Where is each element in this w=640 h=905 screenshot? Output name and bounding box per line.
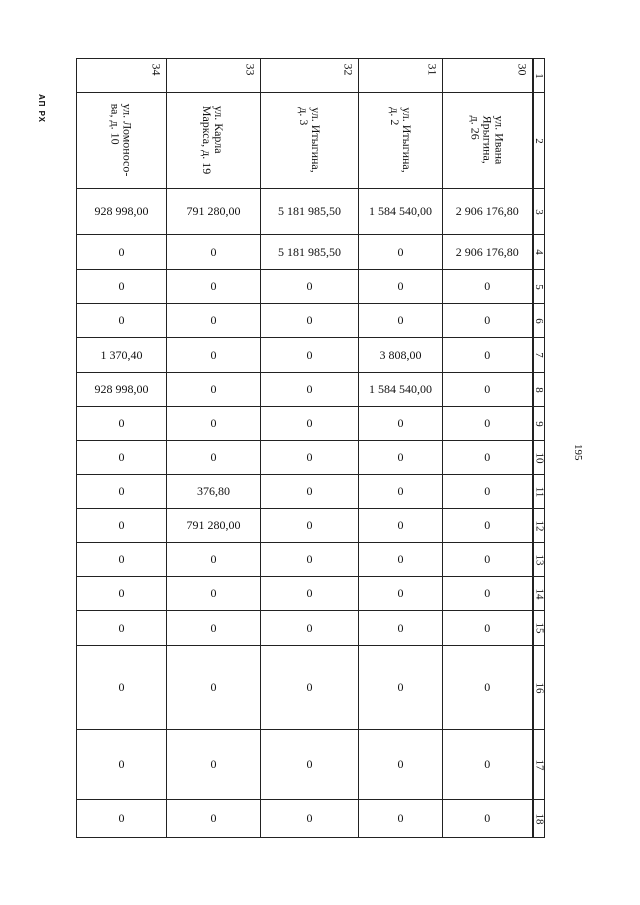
column-index: 31 — [425, 63, 440, 76]
cell-value: 0 — [210, 416, 217, 430]
value-cell — [443, 577, 533, 611]
cell-value: 791 280,00 — [186, 518, 241, 532]
value-cell — [261, 800, 359, 838]
cell-value: 1 370,40 — [100, 347, 143, 362]
cell-value: 0 — [306, 811, 313, 825]
value-cell — [261, 646, 359, 730]
value-cell — [443, 338, 533, 373]
cell-value: 0 — [210, 244, 217, 259]
address-text: ул. Итыгина, д. 2 — [387, 106, 414, 173]
value-cell — [443, 730, 533, 800]
value-cell — [77, 189, 167, 235]
cell-value: 0 — [210, 680, 217, 694]
value-cell — [261, 304, 359, 338]
value-cell — [77, 235, 167, 270]
value-cell — [261, 373, 359, 407]
cell-value: 0 — [397, 244, 404, 259]
cell-value: 0 — [484, 680, 491, 694]
value-cell — [167, 646, 261, 730]
cell-value: 0 — [118, 244, 125, 259]
value-cell — [359, 646, 443, 730]
value-cell — [261, 543, 359, 577]
cell-value: 0 — [210, 450, 217, 464]
value-cell — [167, 270, 261, 304]
row-number-cell — [533, 59, 545, 93]
cell-value: 5 181 985,50 — [278, 244, 341, 259]
cell-value: 0 — [118, 518, 125, 532]
value-cell — [77, 800, 167, 838]
cell-value: 0 — [484, 347, 491, 362]
cell-value: 0 — [118, 279, 125, 293]
row-number-cell — [533, 441, 545, 475]
value-cell — [77, 730, 167, 800]
cell-value: 0 — [118, 450, 125, 464]
value-cell — [167, 611, 261, 646]
cell-value: 0 — [397, 586, 404, 600]
value-cell — [167, 475, 261, 509]
value-cell — [77, 475, 167, 509]
cell-value: 0 — [306, 757, 313, 771]
value-cell — [443, 304, 533, 338]
value-cell — [359, 800, 443, 838]
table-row — [77, 373, 545, 407]
value-cell — [261, 407, 359, 441]
table-row — [77, 646, 545, 730]
address-cell — [359, 93, 443, 189]
table-row — [77, 235, 545, 270]
cell-value: 3 808,00 — [379, 347, 422, 362]
cell-value: 0 — [484, 382, 491, 396]
value-cell — [359, 270, 443, 304]
cell-value: 0 — [306, 552, 313, 566]
cell-value: 0 — [306, 484, 313, 498]
cell-value: 928 998,00 — [94, 382, 149, 396]
address-text: ул. Ивана Ярыгина, д. 26 — [468, 115, 507, 164]
cell-value: 0 — [210, 586, 217, 600]
value-cell — [77, 577, 167, 611]
column-index-cell — [443, 59, 533, 93]
table-row — [77, 611, 545, 646]
cell-value: 0 — [484, 811, 491, 825]
cell-value: 0 — [210, 811, 217, 825]
row-number: 13 — [533, 554, 545, 565]
cell-value: 0 — [118, 757, 125, 771]
cell-value: 0 — [306, 586, 313, 600]
row-number: 1 — [532, 72, 545, 79]
column-index-cell — [359, 59, 443, 93]
value-cell — [77, 407, 167, 441]
value-cell — [167, 543, 261, 577]
value-cell — [77, 270, 167, 304]
cell-value: 0 — [210, 382, 217, 396]
value-cell — [167, 235, 261, 270]
value-cell — [443, 800, 533, 838]
table-row — [77, 441, 545, 475]
cell-value: 2 906 176,80 — [455, 204, 519, 218]
archive-stamp-label: АП РХ — [37, 94, 46, 124]
cell-value: 0 — [397, 552, 404, 566]
cell-value: 0 — [484, 450, 491, 464]
table-row — [77, 730, 545, 800]
table-row — [77, 543, 545, 577]
column-index: 30 — [515, 63, 529, 76]
row-number-cell — [533, 235, 545, 270]
value-cell — [261, 235, 359, 270]
cell-value: 0 — [306, 620, 313, 635]
cell-value: 0 — [118, 313, 125, 327]
cell-value: 0 — [397, 680, 404, 694]
value-cell — [359, 509, 443, 543]
header-address-row — [77, 93, 545, 189]
value-cell — [167, 800, 261, 838]
cell-value: 0 — [397, 313, 404, 327]
column-index-cell — [77, 59, 167, 93]
cell-value: 0 — [397, 279, 404, 293]
value-cell — [261, 730, 359, 800]
cell-value: 0 — [210, 347, 217, 362]
address-text: ул. Карла Маркса, д. 19 — [200, 105, 227, 174]
table-row — [77, 338, 545, 373]
cell-value: 376,80 — [197, 484, 230, 498]
cell-value: 0 — [118, 552, 125, 566]
cell-value: 0 — [484, 586, 491, 600]
row-number: 14 — [533, 588, 545, 599]
value-cell — [443, 441, 533, 475]
row-number: 3 — [532, 208, 545, 215]
value-cell — [359, 407, 443, 441]
table-row — [77, 800, 545, 838]
row-number: 10 — [533, 452, 545, 463]
column-index: 32 — [341, 63, 356, 76]
value-cell — [167, 730, 261, 800]
cell-value: 0 — [484, 518, 491, 532]
row-number-cell — [533, 800, 545, 838]
cell-value: 791 280,00 — [186, 204, 241, 218]
cell-value: 0 — [484, 416, 491, 430]
value-cell — [167, 407, 261, 441]
value-cell — [77, 543, 167, 577]
value-cell — [359, 475, 443, 509]
cell-value: 0 — [306, 450, 313, 464]
value-cell — [77, 646, 167, 730]
cell-value: 1 584 540,00 — [369, 382, 432, 396]
value-cell — [167, 304, 261, 338]
value-cell — [167, 373, 261, 407]
value-cell — [443, 373, 533, 407]
value-cell — [167, 509, 261, 543]
value-cell — [443, 235, 533, 270]
value-cell — [359, 441, 443, 475]
value-cell — [77, 338, 167, 373]
row-number-cell — [533, 270, 545, 304]
cell-value: 0 — [306, 680, 313, 694]
value-cell — [359, 373, 443, 407]
value-cell — [359, 543, 443, 577]
row-number-cell — [533, 304, 545, 338]
cell-value: 0 — [397, 416, 404, 430]
value-cell — [261, 475, 359, 509]
value-cell — [359, 611, 443, 646]
cell-value: 0 — [306, 518, 313, 532]
address-cell — [443, 93, 533, 189]
row-number-cell — [533, 730, 545, 800]
cell-value: 928 998,00 — [94, 204, 149, 218]
row-number: 17 — [533, 759, 545, 770]
value-cell — [443, 646, 533, 730]
data-table — [76, 58, 545, 838]
table-row — [77, 475, 545, 509]
address-cell — [261, 93, 359, 189]
row-number-cell — [533, 373, 545, 407]
column-index: 34 — [149, 63, 164, 76]
cell-value: 5 181 985,50 — [278, 204, 341, 218]
address-text: ул. Итыгина, д. 3 — [296, 106, 323, 173]
value-cell — [261, 270, 359, 304]
cell-value: 0 — [306, 279, 313, 293]
value-cell — [443, 189, 533, 235]
cell-value: 1 584 540,00 — [369, 204, 432, 218]
value-cell — [77, 509, 167, 543]
value-cell — [261, 338, 359, 373]
value-cell — [167, 577, 261, 611]
cell-value: 0 — [118, 620, 125, 635]
table-row — [77, 270, 545, 304]
column-index: 33 — [243, 63, 258, 76]
cell-value: 0 — [397, 484, 404, 498]
cell-value: 0 — [210, 757, 217, 771]
value-cell — [443, 407, 533, 441]
row-number: 4 — [532, 249, 545, 255]
cell-value: 0 — [484, 484, 491, 498]
cell-value: 0 — [397, 757, 404, 771]
address-cell — [77, 93, 167, 189]
value-cell — [359, 338, 443, 373]
address-text: ул. Ломоносо- ва, д. 10 — [108, 103, 135, 176]
row-number-cell — [533, 646, 545, 730]
row-number: 9 — [532, 420, 545, 427]
cell-value: 0 — [484, 552, 491, 566]
row-number-cell — [533, 577, 545, 611]
value-cell — [359, 577, 443, 611]
row-number-cell — [533, 509, 545, 543]
row-number: 16 — [533, 682, 545, 693]
value-cell — [77, 373, 167, 407]
table-row — [77, 407, 545, 441]
header-index-row — [77, 59, 545, 93]
value-cell — [261, 189, 359, 235]
cell-value: 2 906 176,80 — [455, 244, 519, 259]
cell-value: 0 — [306, 382, 313, 396]
row-number-cell — [533, 475, 545, 509]
value-cell — [261, 577, 359, 611]
row-number: 5 — [532, 283, 545, 290]
value-cell — [167, 338, 261, 373]
table-row — [77, 509, 545, 543]
row-number: 12 — [533, 520, 545, 531]
value-cell — [167, 441, 261, 475]
value-cell — [77, 304, 167, 338]
row-number: 2 — [532, 137, 545, 144]
row-number-cell — [533, 407, 545, 441]
cell-value: 0 — [484, 757, 491, 771]
value-cell — [359, 304, 443, 338]
value-cell — [359, 235, 443, 270]
cell-value: 0 — [118, 811, 125, 825]
cell-value: 0 — [484, 313, 491, 327]
value-cell — [443, 270, 533, 304]
page-number: 195 — [572, 444, 584, 461]
cell-value: 0 — [210, 552, 217, 566]
value-cell — [77, 441, 167, 475]
address-cell — [167, 93, 261, 189]
table-row — [77, 577, 545, 611]
row-number-cell — [533, 338, 545, 373]
cell-value: 0 — [306, 416, 313, 430]
cell-value: 0 — [306, 347, 313, 362]
cell-value: 0 — [397, 811, 404, 825]
cell-value: 0 — [118, 416, 125, 430]
value-cell — [359, 730, 443, 800]
table-row — [77, 189, 545, 235]
row-number-cell — [533, 189, 545, 235]
value-cell — [359, 189, 443, 235]
value-cell — [167, 189, 261, 235]
value-cell — [77, 611, 167, 646]
value-cell — [261, 509, 359, 543]
row-number-cell — [533, 543, 545, 577]
row-number: 7 — [532, 352, 545, 358]
value-cell — [443, 509, 533, 543]
value-cell — [261, 441, 359, 475]
table-row — [77, 304, 545, 338]
cell-value: 0 — [210, 620, 217, 635]
cell-value: 0 — [397, 450, 404, 464]
value-cell — [443, 543, 533, 577]
cell-value: 0 — [118, 680, 125, 694]
cell-value: 0 — [397, 620, 404, 635]
column-index-cell — [167, 59, 261, 93]
value-cell — [261, 611, 359, 646]
value-cell — [443, 475, 533, 509]
row-number-cell — [533, 611, 545, 646]
row-number: 8 — [532, 386, 545, 393]
cell-value: 0 — [397, 518, 404, 532]
row-number: 15 — [533, 622, 545, 634]
cell-value: 0 — [118, 484, 125, 498]
row-number: 18 — [533, 813, 545, 824]
cell-value: 0 — [118, 586, 125, 600]
cell-value: 0 — [210, 313, 217, 327]
cell-value: 0 — [484, 620, 491, 635]
cell-value: 0 — [306, 313, 313, 327]
cell-value: 0 — [210, 279, 217, 293]
row-number-cell — [533, 93, 545, 189]
cell-value: 0 — [484, 279, 491, 293]
row-number: 6 — [532, 317, 545, 324]
column-index-cell — [261, 59, 359, 93]
row-number: 11 — [532, 486, 545, 497]
value-cell — [443, 611, 533, 646]
